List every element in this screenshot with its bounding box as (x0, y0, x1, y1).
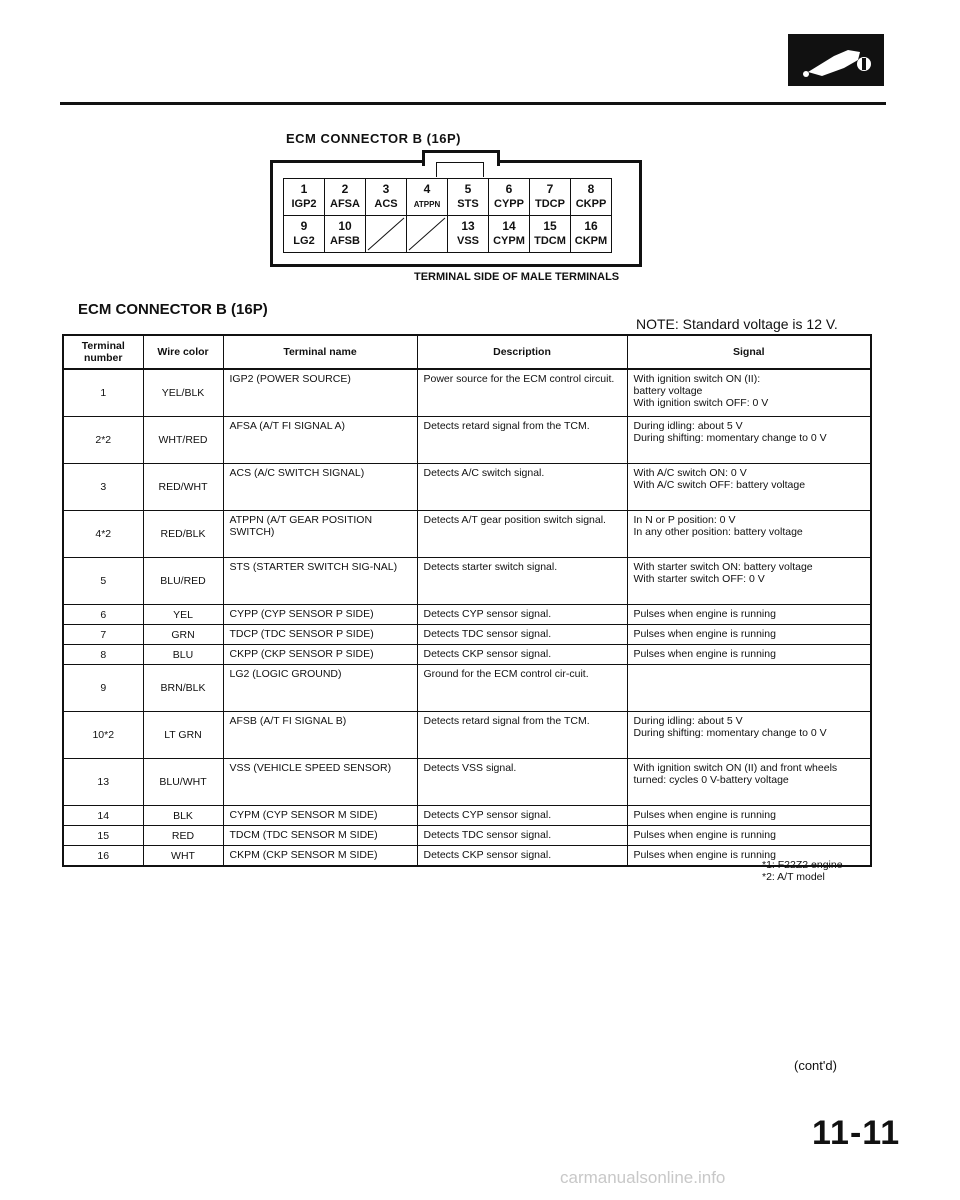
continued-label: (cont'd) (794, 1058, 837, 1073)
cell-signal: With starter switch ON: battery voltage With starter switch OFF: 0 V (627, 558, 871, 605)
col-header-description: Description (417, 335, 627, 369)
cell-terminal-name: CYPM (CYP SENSOR M SIDE) (223, 806, 417, 826)
cell-terminal-number: 1 (63, 369, 143, 417)
connector-key-inner (436, 162, 484, 177)
cell-terminal-number: 8 (63, 645, 143, 665)
cell-terminal-number: 13 (63, 759, 143, 806)
cell-terminal-name: IGP2 (POWER SOURCE) (223, 369, 417, 417)
cell-signal: Pulses when engine is running (627, 846, 871, 867)
pin-cell: 3 ACS (366, 179, 407, 216)
pin-cell: 2 AFSA (325, 179, 366, 216)
cell-terminal-number: 4*2 (63, 511, 143, 558)
cell-terminal-name: STS (STARTER SWITCH SIG-NAL) (223, 558, 417, 605)
col-header-name: Terminal name (223, 335, 417, 369)
cell-signal: Pulses when engine is running (627, 605, 871, 625)
cell-terminal-name: AFSB (A/T FI SIGNAL B) (223, 712, 417, 759)
col-header-terminal: Terminal number (63, 335, 143, 369)
col-header-signal: Signal (627, 335, 871, 369)
header-rule (60, 102, 886, 105)
table-row (63, 712, 871, 759)
table-header-row (63, 335, 871, 369)
pin-cell: 16 CKPM (571, 216, 612, 253)
table-row (63, 625, 871, 645)
cell-terminal-number: 16 (63, 846, 143, 867)
cell-terminal-name: TDCM (TDC SENSOR M SIDE) (223, 826, 417, 846)
cell-wire-color: LT GRN (143, 712, 223, 759)
cell-description: Detects retard signal from the TCM. (417, 417, 627, 464)
cell-terminal-name: CYPP (CYP SENSOR P SIDE) (223, 605, 417, 625)
cell-description: Detects A/C switch signal. (417, 464, 627, 511)
cell-terminal-name: AFSA (A/T FI SIGNAL A) (223, 417, 417, 464)
page-number: 11-11 (812, 1114, 901, 1152)
pin-cell: 9 LG2 (284, 216, 325, 253)
cell-terminal-name: CKPP (CKP SENSOR P SIDE) (223, 645, 417, 665)
table-row (63, 369, 871, 417)
cell-terminal-name: CKPM (CKP SENSOR M SIDE) (223, 846, 417, 867)
cell-wire-color: YEL/BLK (143, 369, 223, 417)
table-row (63, 645, 871, 665)
cell-terminal-name: TDCP (TDC SENSOR P SIDE) (223, 625, 417, 645)
pin-cell: 13 VSS (448, 216, 489, 253)
pin-cell: 14 CYPM (489, 216, 530, 253)
cell-terminal-number: 10*2 (63, 712, 143, 759)
connector-pin-grid (283, 178, 612, 253)
section-logo-icon (788, 34, 884, 86)
cell-description: Detects TDC sensor signal. (417, 625, 627, 645)
pin-cell-empty (407, 216, 448, 253)
pin-cell: 4 ATPPN (407, 179, 448, 216)
cell-signal: Pulses when engine is running (627, 645, 871, 665)
cell-signal: Pulses when engine is running (627, 826, 871, 846)
table-row (63, 605, 871, 625)
cell-terminal-number: 14 (63, 806, 143, 826)
pin-cell: 7 TDCP (530, 179, 571, 216)
cell-terminal-name: LG2 (LOGIC GROUND) (223, 665, 417, 712)
table-row (63, 759, 871, 806)
cell-description: Detects CYP sensor signal. (417, 605, 627, 625)
cell-wire-color: WHT/RED (143, 417, 223, 464)
cell-terminal-number: 6 (63, 605, 143, 625)
cell-signal: Pulses when engine is running (627, 625, 871, 645)
cell-terminal-number: 15 (63, 826, 143, 846)
table-row (63, 846, 871, 867)
cell-description: Detects A/T gear position switch signal. (417, 511, 627, 558)
table-row (63, 464, 871, 511)
footnote: *1: F22Z2 engine (762, 859, 843, 871)
cell-description: Detects retard signal from the TCM. (417, 712, 627, 759)
cell-signal: With A/C switch ON: 0 V With A/C switch OFF: battery voltage (627, 464, 871, 511)
cell-signal (627, 665, 871, 712)
cell-wire-color: BLU/RED (143, 558, 223, 605)
cell-terminal-name: ATPPN (A/T GEAR POSITION SWITCH) (223, 511, 417, 558)
cell-description: Power source for the ECM control circuit. (417, 369, 627, 417)
cell-wire-color: BLU (143, 645, 223, 665)
cell-description: Detects CKP sensor signal. (417, 645, 627, 665)
cell-signal: With ignition switch ON (II): battery voltage With ignition switch OFF: 0 V (627, 369, 871, 417)
terminal-side-caption: TERMINAL SIDE OF MALE TERMINALS (414, 271, 620, 283)
pin-cell: 1 IGP2 (284, 179, 325, 216)
cell-terminal-number: 2*2 (63, 417, 143, 464)
cell-terminal-number: 5 (63, 558, 143, 605)
terminal-table (62, 334, 872, 867)
cell-description: Detects TDC sensor signal. (417, 826, 627, 846)
pin-cell: 10 AFSB (325, 216, 366, 253)
cell-description: Detects CYP sensor signal. (417, 806, 627, 826)
col-header-wire: Wire color (143, 335, 223, 369)
table-row (63, 826, 871, 846)
pin-row-top (284, 179, 612, 216)
cell-signal: In N or P position: 0 V In any other position: battery voltage (627, 511, 871, 558)
standard-voltage-note: NOTE: Standard voltage is 12 V. (636, 316, 838, 332)
watermark: carmanualsonline.info (560, 1168, 726, 1187)
cell-wire-color: RED (143, 826, 223, 846)
cell-wire-color: YEL (143, 605, 223, 625)
connector-diagram-title: ECM CONNECTOR B (16P) (286, 131, 461, 146)
table-row (63, 417, 871, 464)
cell-terminal-name: VSS (VEHICLE SPEED SENSOR) (223, 759, 417, 806)
cell-wire-color: RED/BLK (143, 511, 223, 558)
pin-row-bottom (284, 216, 612, 253)
cell-signal: With ignition switch ON (II) and front wheels turned: cycles 0 V-battery voltage (627, 759, 871, 806)
table-row (63, 665, 871, 712)
footnotes (762, 859, 843, 883)
cell-description: Detects VSS signal. (417, 759, 627, 806)
table-row (63, 558, 871, 605)
cell-wire-color: BRN/BLK (143, 665, 223, 712)
cell-description: Ground for the ECM control cir-cuit. (417, 665, 627, 712)
cell-signal: Pulses when engine is running (627, 806, 871, 826)
pin-cell: 15 TDCM (530, 216, 571, 253)
cell-wire-color: GRN (143, 625, 223, 645)
pin-cell: 5 STS (448, 179, 489, 216)
cell-signal: During idling: about 5 V During shifting: momentary change to 0 V (627, 712, 871, 759)
section-title: ECM CONNECTOR B (16P) (78, 301, 268, 318)
cell-description: Detects starter switch signal. (417, 558, 627, 605)
cell-description: Detects CKP sensor signal. (417, 846, 627, 867)
cell-terminal-number: 3 (63, 464, 143, 511)
table-row (63, 511, 871, 558)
pin-cell: 8 CKPP (571, 179, 612, 216)
cell-wire-color: BLK (143, 806, 223, 826)
cell-terminal-number: 7 (63, 625, 143, 645)
footnote: *2: A/T model (762, 871, 825, 883)
cell-wire-color: WHT (143, 846, 223, 867)
pin-cell: 6 CYPP (489, 179, 530, 216)
pin-cell-empty (366, 216, 407, 253)
cell-wire-color: BLU/WHT (143, 759, 223, 806)
cell-wire-color: RED/WHT (143, 464, 223, 511)
cell-signal: During idling: about 5 V During shifting: momentary change to 0 V (627, 417, 871, 464)
cell-terminal-number: 9 (63, 665, 143, 712)
cell-terminal-name: ACS (A/C SWITCH SIGNAL) (223, 464, 417, 511)
table-row (63, 806, 871, 826)
